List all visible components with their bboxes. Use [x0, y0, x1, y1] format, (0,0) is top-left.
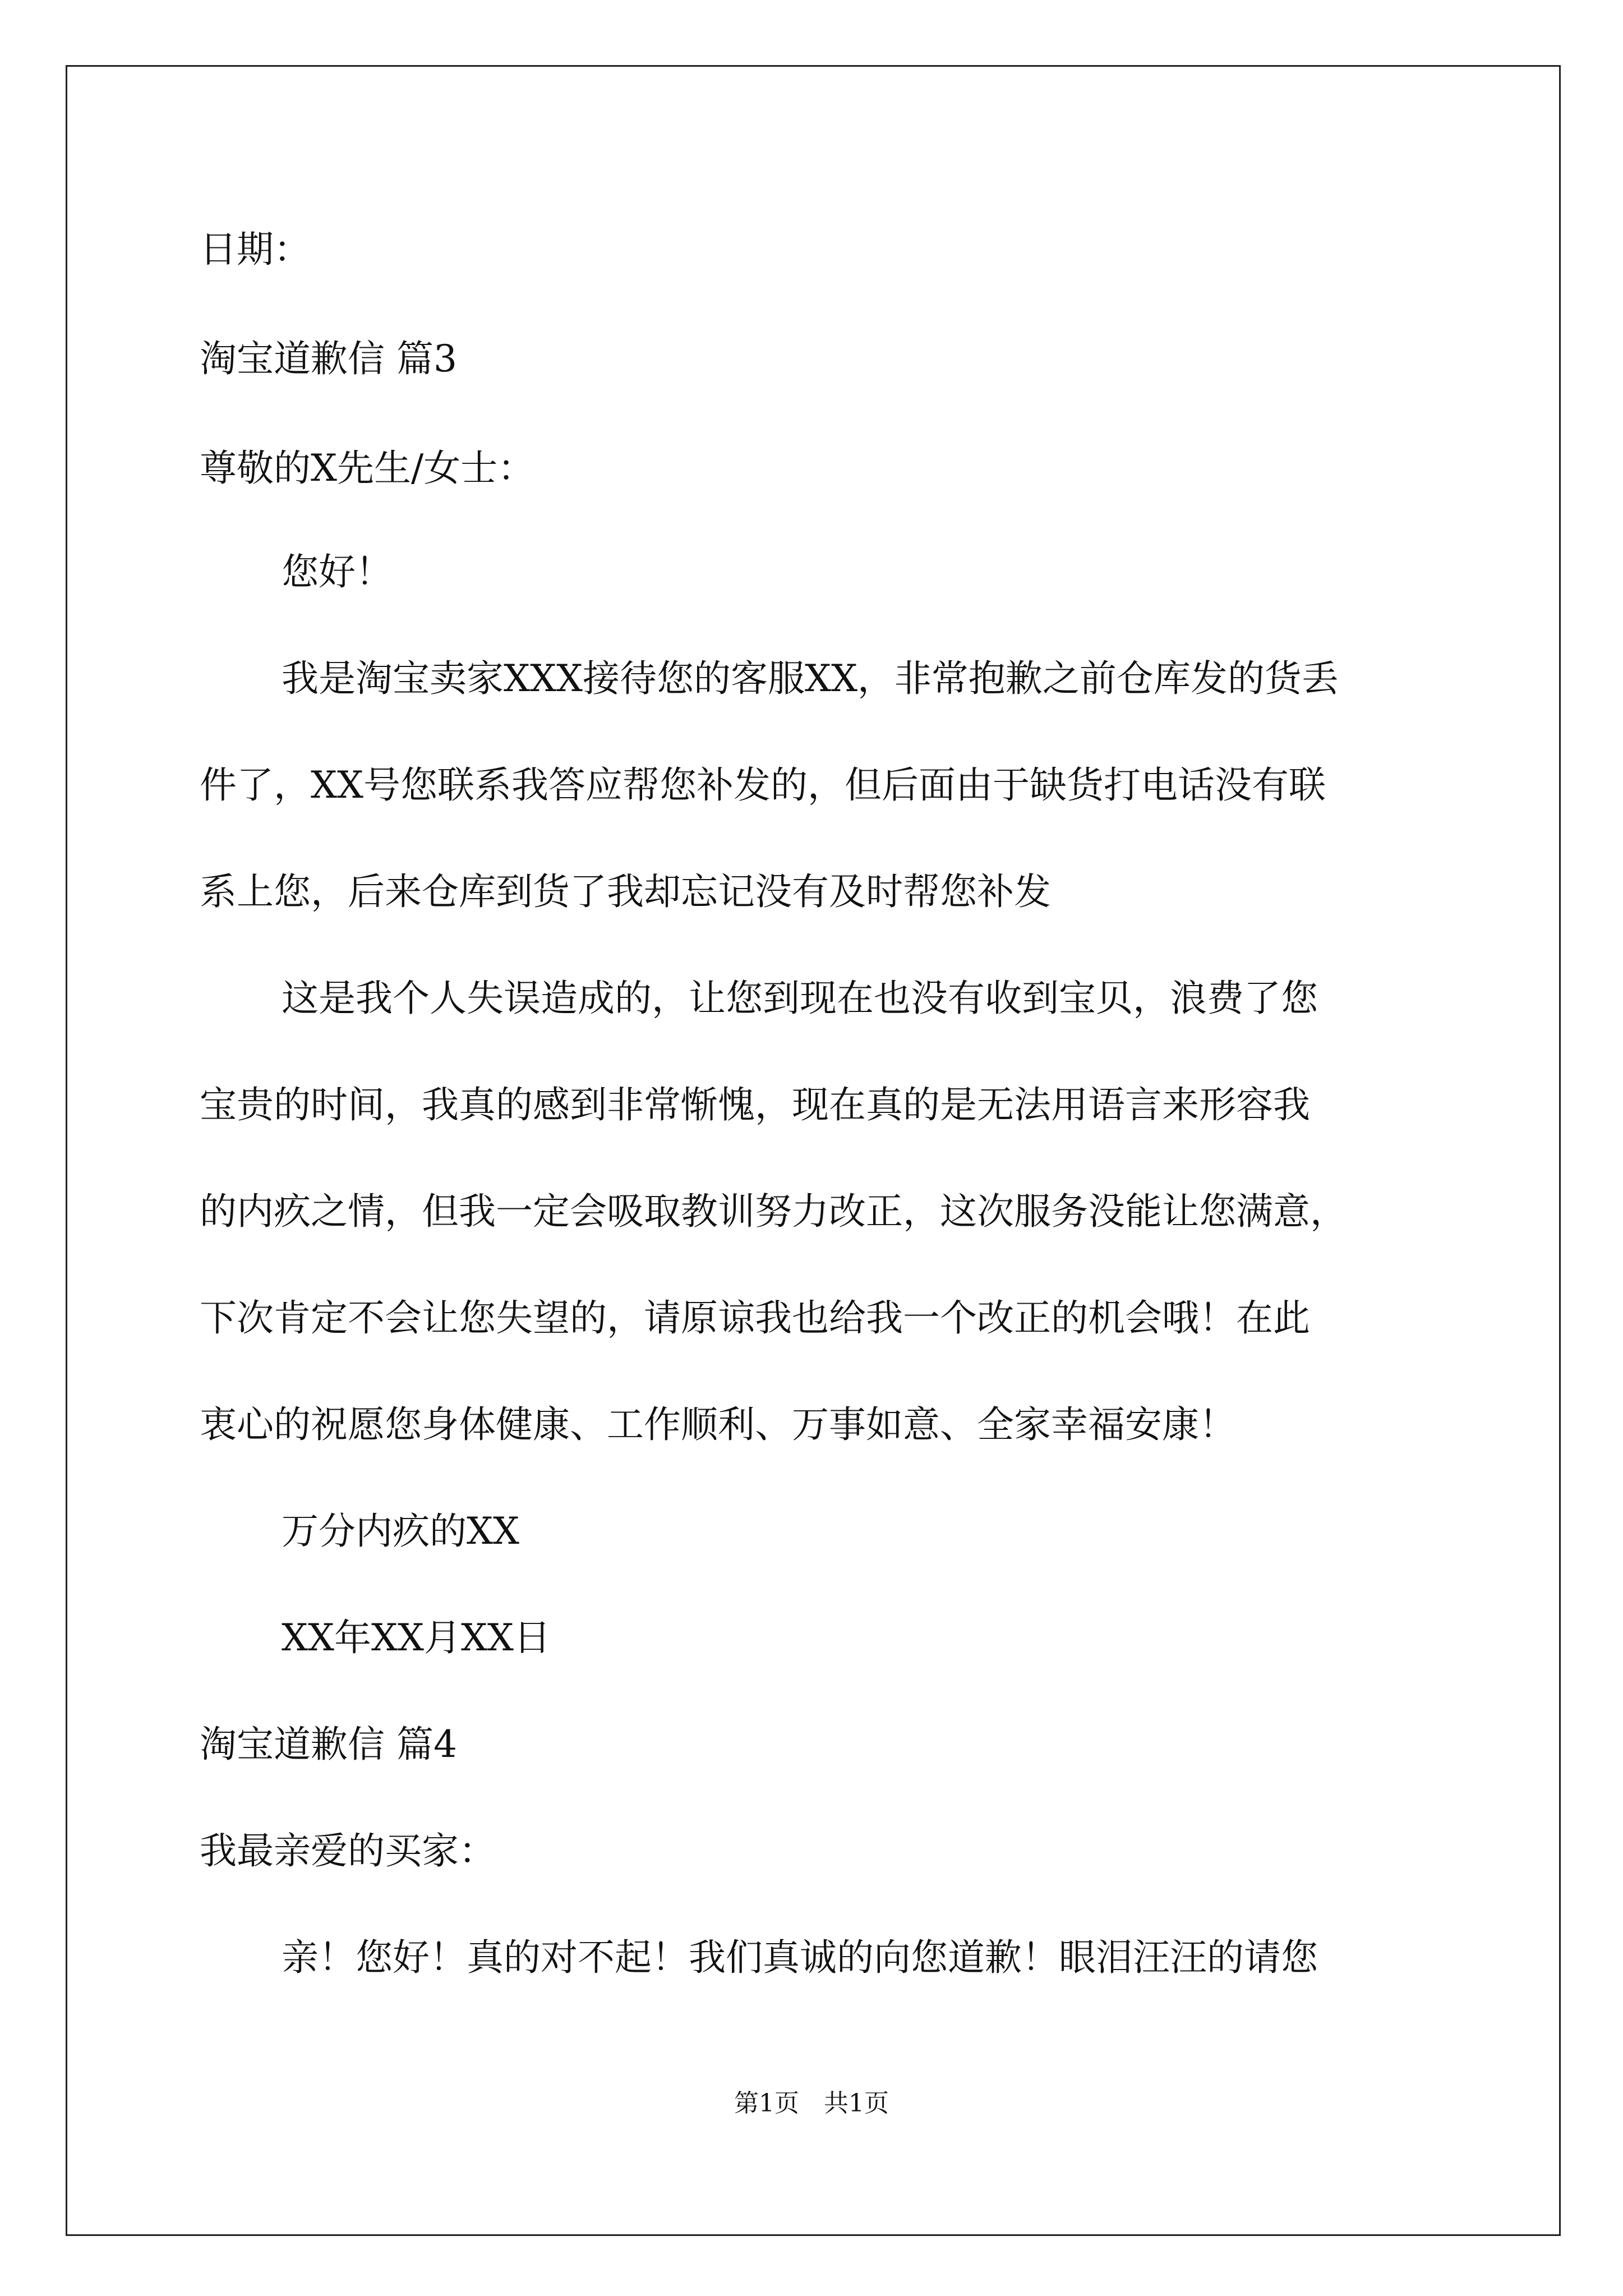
section-heading-4: 淘宝道歉信 篇4 — [200, 1723, 457, 1766]
paragraph-line: 衷心的祝愿您身体健康、工作顺利、万事如意、全家幸福安康！ — [200, 1403, 1236, 1446]
signature-date: XX年XX月XX日 — [282, 1616, 551, 1659]
paragraph-line: 我是淘宝卖家XXX接待您的客服XX，非常抱歉之前仓库发的货丢 — [282, 657, 1339, 700]
paragraph-line: 件了，XX号您联系我答应帮您补发的，但后面由于缺货打电话没有联 — [200, 763, 1326, 807]
signature: 万分内疚的XX — [282, 1510, 519, 1553]
paragraph-line: 亲！您好！真的对不起！我们真诚的向您道歉！眼泪汪汪的请您 — [282, 1936, 1318, 1979]
page-number-footer: 第1页 共1页 — [734, 2089, 889, 2118]
paragraph-line: 下次肯定不会让您失望的，请原谅我也给我一个改正的机会哦！在此 — [200, 1296, 1310, 1340]
date-label: 日期： — [200, 228, 311, 271]
section-heading-3: 淘宝道歉信 篇3 — [200, 337, 457, 380]
paragraph-line: 的内疚之情，但我一定会吸取教训努力改正，这次服务没能让您满意， — [200, 1190, 1347, 1233]
paragraph-line: 宝贵的时间，我真的感到非常惭愧，现在真的是无法用语言来形容我 — [200, 1083, 1310, 1126]
salutation-1: 尊敬的X先生/女士： — [200, 447, 535, 490]
paragraph-line: 系上您，后来仓库到货了我却忘记没有及时帮您补发 — [200, 870, 1051, 913]
paragraph-line: 这是我个人失误造成的，让您到现在也没有收到宝贝，浪费了您 — [282, 977, 1318, 1020]
salutation-2: 我最亲爱的买家： — [200, 1829, 496, 1872]
greeting-1: 您好！ — [282, 550, 393, 593]
page-border — [66, 65, 1561, 2236]
